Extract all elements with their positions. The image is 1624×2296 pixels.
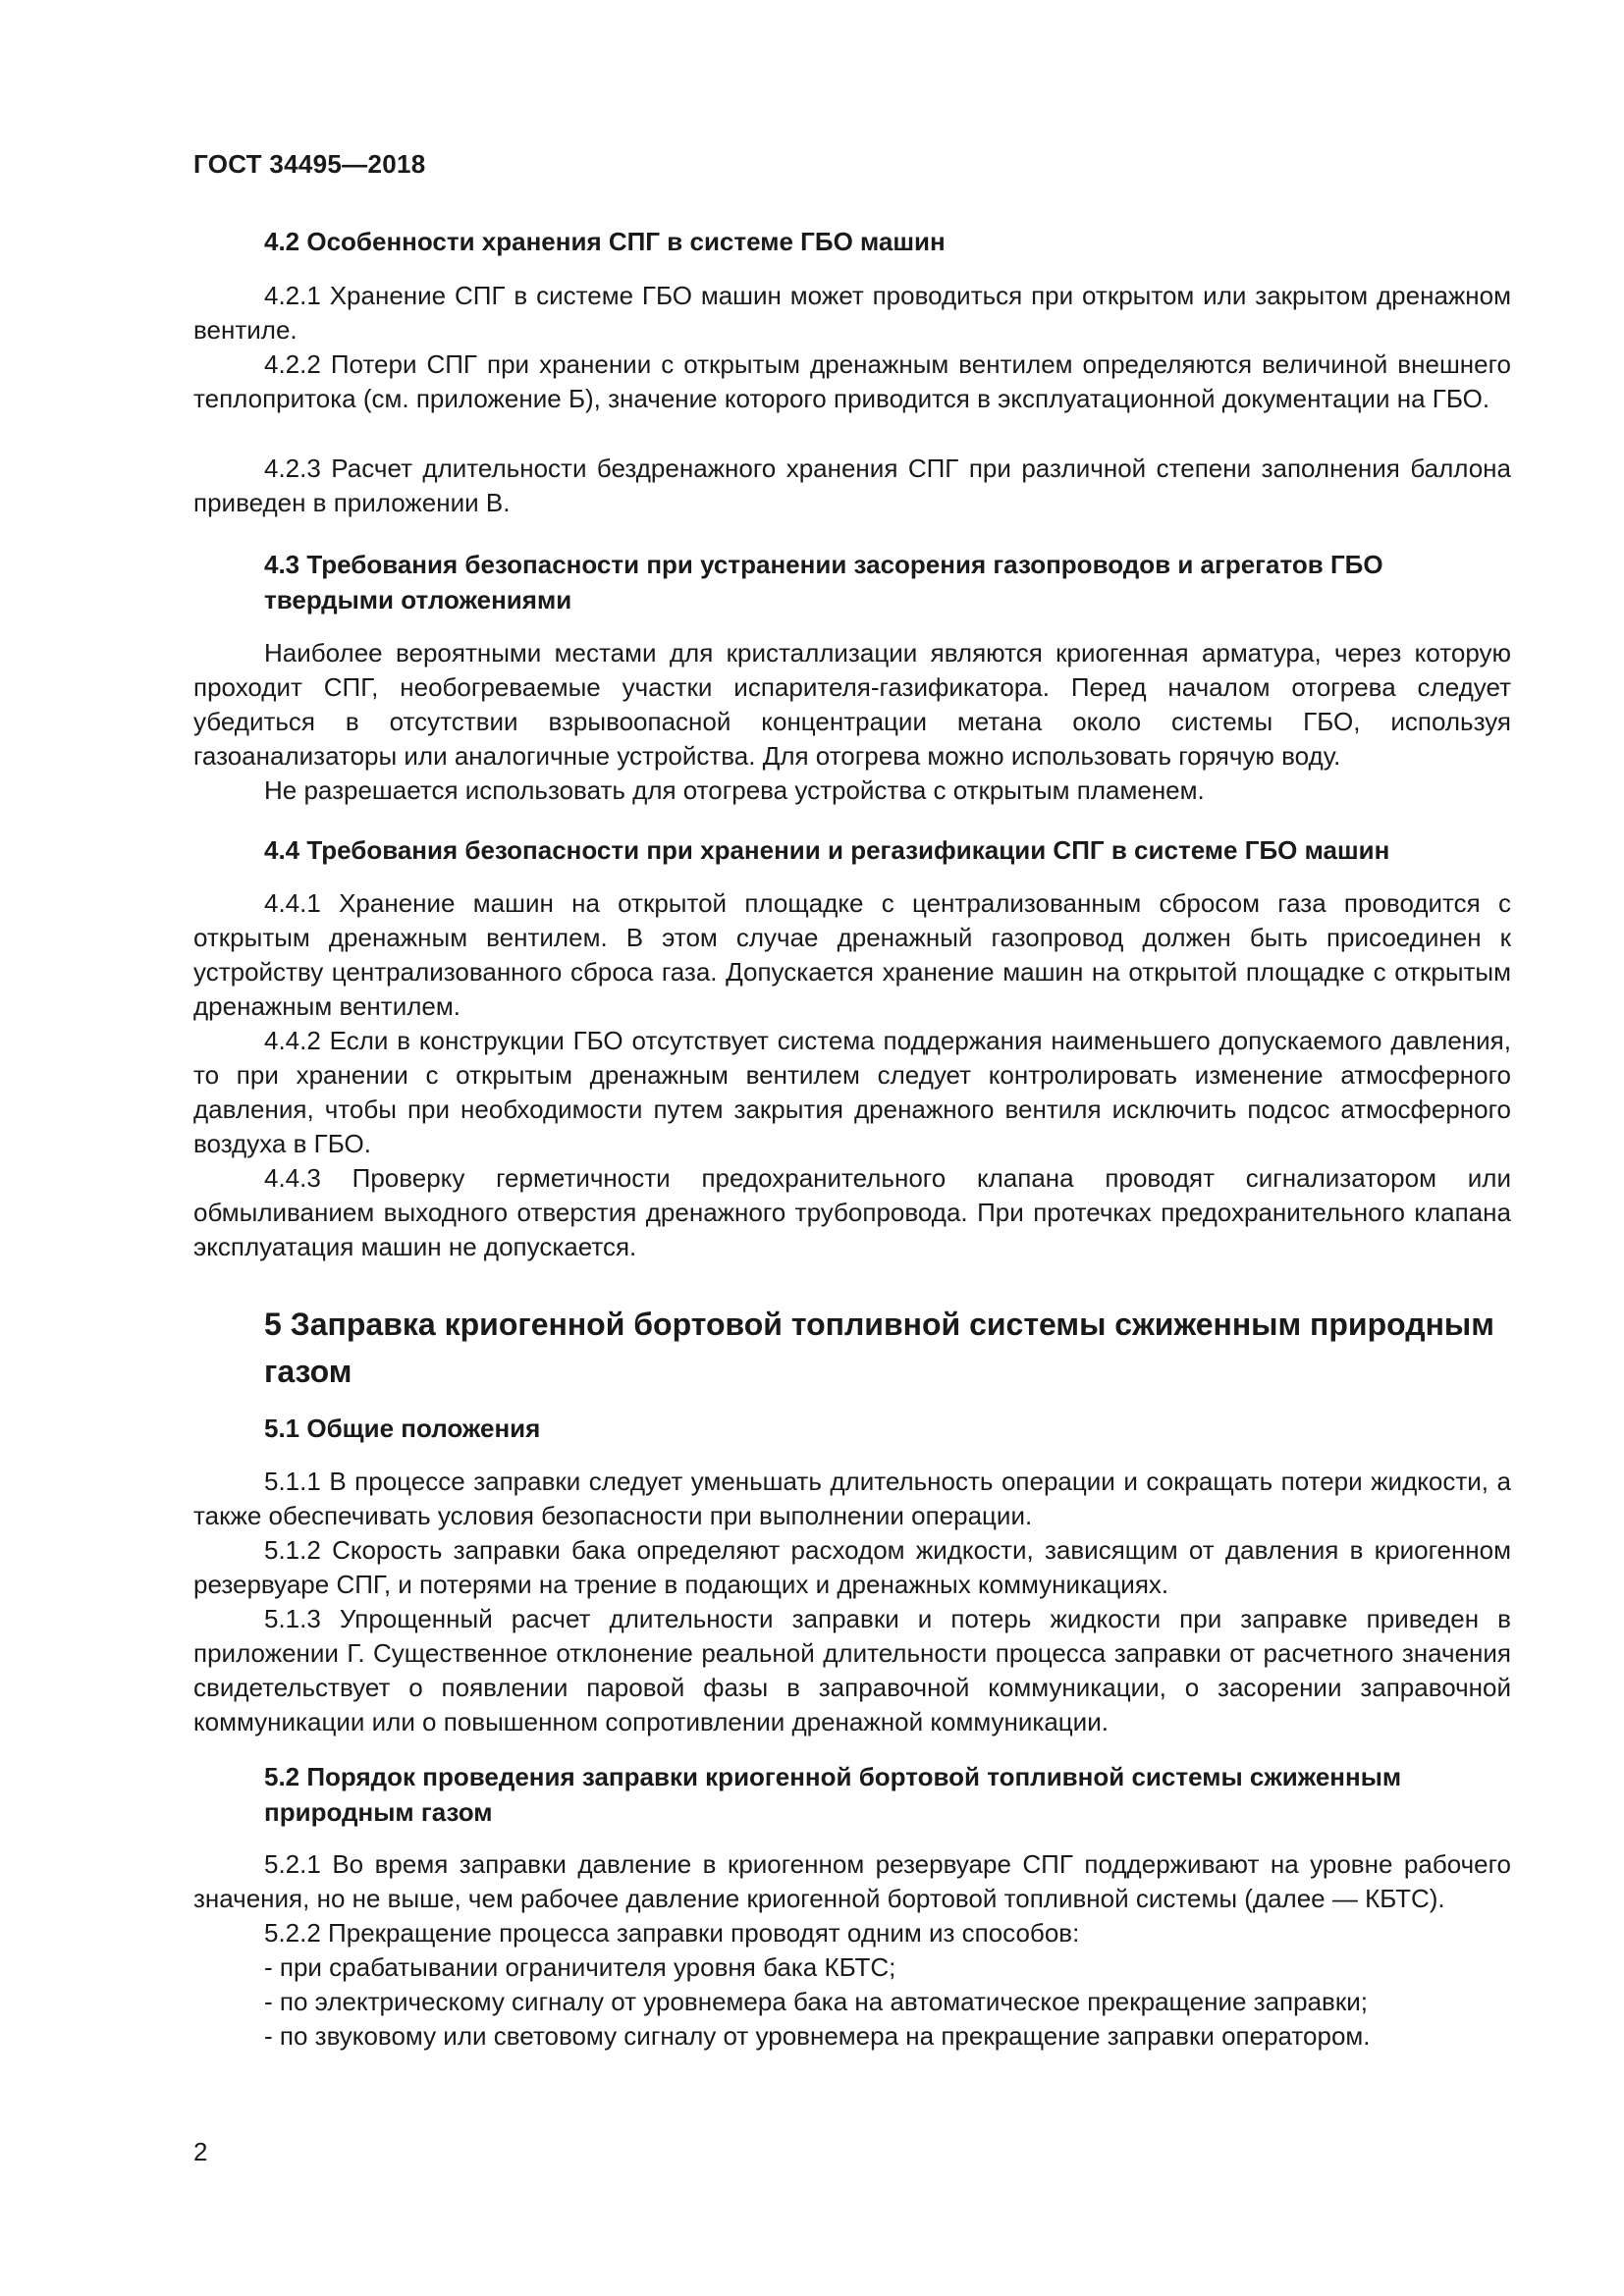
paragraph-4-2-3: 4.2.3 Расчет длительности бездренажного хранения СПГ при различной степени заполнения баллона приведен в приложении В. — [193, 454, 1511, 517]
section-5-2-title: 5.2 Порядок проведения заправки криогенной бортовой топливной системы сжиженным природным газом — [264, 1762, 1402, 1827]
paragraph-5-2-1: 5.2.1 Во время заправки давление в криогенном резервуаре СПГ поддерживают на уровне рабочего значения, но не выше, чем рабочее давление криогенной бортовой топливной системы (далее — КБТС). — [193, 1849, 1511, 1913]
paragraph-4-3-a: Наиболее вероятными местами для кристаллизации являются криогенная арматура, через которую проходит СПГ, необогреваемые участки испарителя-газификатора. Перед началом отогрева следует убедиться в отсутствии взрывоопасной концентрации метана около системы ГБО, используя газоанализаторы или аналогичные устройства. Для отогрева можно использовать горячую воду. — [193, 638, 1511, 771]
paragraph-4-2-1: 4.2.1 Хранение СПГ в системе ГБО машин может проводиться при открытом или закрытом дренажном вентиле. — [193, 281, 1511, 345]
standard-header: ГОСТ 34495—2018 — [193, 149, 426, 179]
paragraph-4-4-1: 4.4.1 Хранение машин на открытой площадке с централизованным сбросом газа проводится с открытым дренажным вентилем. В этом случае дренажный газопровод должен быть присоединен к устройству централизованного сброса газа. Допускается хранение машин на открытой площадке с открытым дренажным вентилем. — [193, 888, 1511, 1021]
paragraph-5-1-1: 5.1.1 В процессе заправки следует уменьшать длительность операции и сокращать потери жидкости, а также обеспечивать условия безопасности при выполнении операции. — [193, 1467, 1511, 1530]
paragraph-4-2-2: 4.2.2 Потери СПГ при хранении с открытым дренажным вентилем определяются величиной внешнего теплопритока (см. приложение Б), значение которого приводится в эксплуатационной документации на ГБО. — [193, 349, 1511, 413]
paragraph-5-2-2: 5.2.2 Прекращение процесса заправки проводят одним из способов: — [264, 1918, 1080, 1948]
list-item: - по звуковому или световому сигналу от уровнемера на прекращение заправки оператором. — [264, 2021, 1371, 2051]
section-4-3-title: 4.3 Требования безопасности при устранении засорения газопроводов и агрегатов ГБО твердыми отложениями — [264, 550, 1383, 614]
list-item: - при срабатывании ограничителя уровня бака КБТС; — [264, 1952, 896, 1982]
list-item: - по электрическому сигналу от уровнемера бака на автоматическое прекращение заправки; — [264, 1987, 1368, 2016]
section-5-1-title: 5.1 Общие положения — [264, 1414, 541, 1443]
section-4-4-title: 4.4 Требования безопасности при хранении и регазификации СПГ в системе ГБО машин — [264, 835, 1390, 865]
paragraph-4-4-3: 4.4.3 Проверку герметичности предохранительного клапана проводят сигнализатором или обмыливанием выходного отверстия дренажного трубопровода. При протечках предохранительного клапана эксплуатация машин не допускается. — [193, 1163, 1511, 1261]
section-5-title: 5 Заправка криогенной бортовой топливной системы сжиженным природным газом — [264, 1307, 1494, 1389]
page-number: 2 — [193, 2137, 208, 2166]
paragraph-4-4-2: 4.4.2 Если в конструкции ГБО отсутствует система поддержания наименьшего допускаемого давления, то при хранении с открытым дренажным вентилем следует контролировать изменение атмосферного давления, чтобы при необходимости путем закрытия дренажного вентиля исключить подсос атмосферного воздуха в ГБО. — [193, 1026, 1511, 1158]
section-4-2-title: 4.2 Особенности хранения СПГ в системе ГБО машин — [264, 227, 946, 256]
paragraph-5-1-2: 5.1.2 Скорость заправки бака определяют расходом жидкости, зависящим от давления в криогенном резервуаре СПГ, и потерями на трение в подающих и дренажных коммуникациях. — [193, 1535, 1511, 1599]
paragraph-5-1-3: 5.1.3 Упрощенный расчет длительности заправки и потерь жидкости при заправке приведен в приложении Г. Существенное отклонение реальной длительности процесса заправки от расчетного значения свидетельствует о появлении паровой фазы в заправочной коммуникации, о засорении заправочной коммуникации или о повышенном сопротивлении дренажной коммуникации. — [193, 1604, 1511, 1736]
paragraph-4-3-b: Не разрешается использовать для отогрева устройства с открытым пламенем. — [264, 775, 1205, 805]
